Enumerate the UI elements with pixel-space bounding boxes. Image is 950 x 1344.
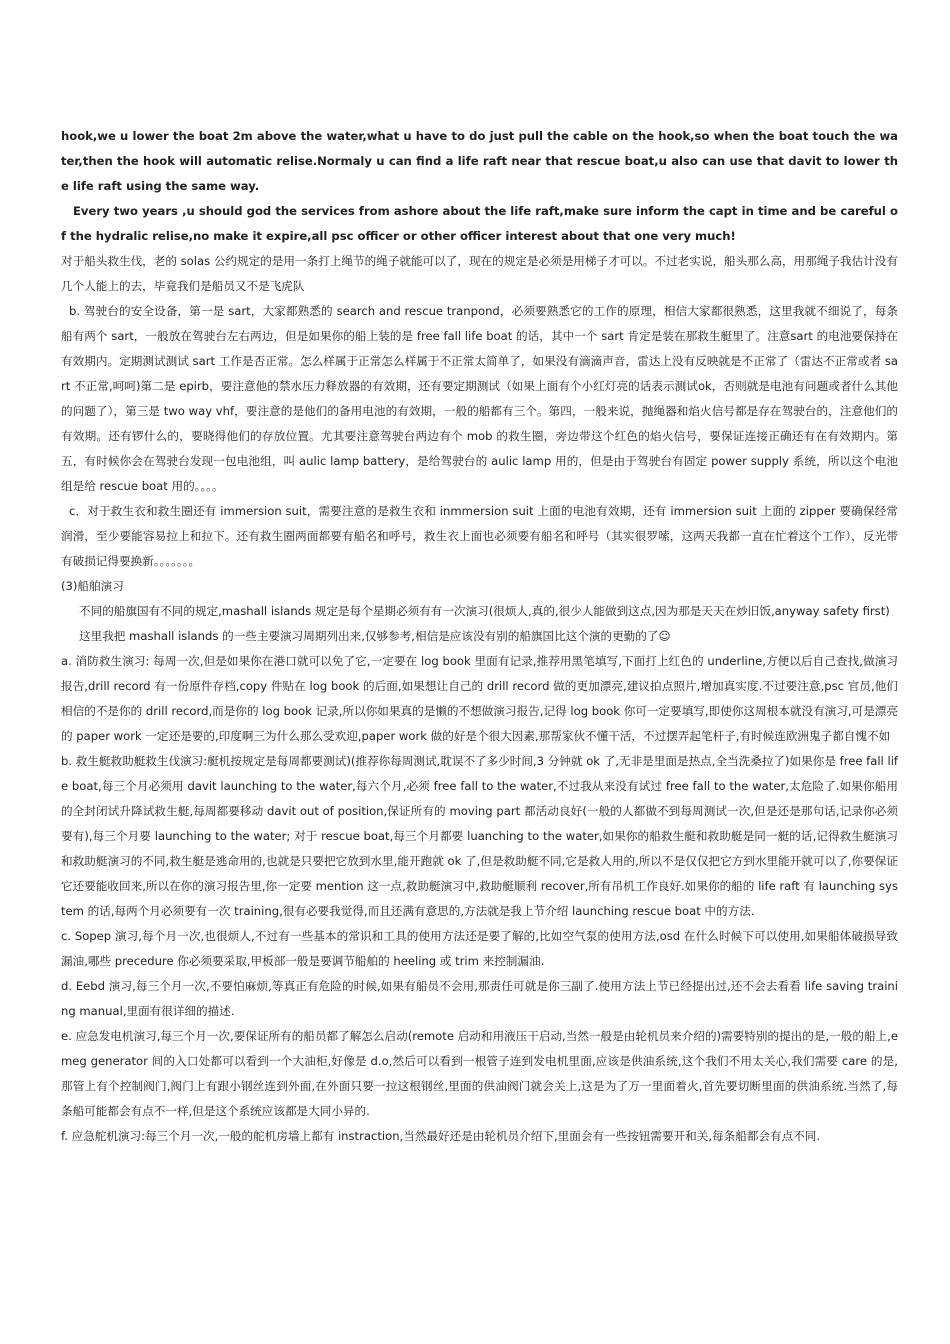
paragraph-bow-liferaft: 对于船头救生伐，老的 solas 公约规定的是用一条打上绳节的绳子就能可以了，现在的规定是必须是用梯子才可以。不过老实说，船头那么高，用那绳子我估计没有几个人能上的去，毕竟我们是船员又不是飞虎队 [61,254,898,293]
paragraph-flag-state-rules: 不同的船旗国有不同的规定,mashall islands 规定是每个星期必须有有一次演习(很烦人,真的,很少人能做到这点,因为那是天天在炒旧饭,anyway safety first) [79,604,890,618]
paragraph-lifejackets-immersion-suits: c．对于救生衣和救生圈还有 immersion suit，需要注意的是救生衣和 inmmersion suit 上面的电池有效期，还有 immersion suit 上面的 zipper 要确保经常润滑，至少要能容易拉上和拉下。还有救生圈两面都要有船名和呼号，救生衣上面也必须要有船名和呼号（其实很罗嗦，这两天我都一直在忙着这个工作），反光带有破损记得要换新。。。。。。。 [61,504,898,568]
paragraph-bridge-safety-equipment: b. 驾驶台的安全设备，第一是 sart，大家都熟悉的 search and rescue tranpond，必须要熟悉它的工作的原理，相信大家都很熟悉，这里我就不细说了，每条船有两个 sart，一般放在驾驶台左右两边，但是如果你的船上装的是 free fall life boat 的话，其中一个 sart 肯定是装在那救生艇里了。注意sart 的电池要保持在有效期内。定期测试测试 sart 工作是否正常。怎么样属于正常怎么样属于不正常太简单了，如果没有滴滴声音，雷达上没有反映就是不正常了（雷达不正常或者 sart 不正常,呵呵)第二是 epirb，要注意他的禁水压力释放器的有效期，还有要定期测试（如果上面有个小红灯亮的话表示测试ok，否则就是电池有问题或者什么其他的问题了），第三是 two way vhf，要注意的是他们的备用电池的有效期，一般的船都有三个。第四，一般来说，抛绳器和焰火信号都是存在驾驶台的，注意他们的有效期。还有锣什么的，要晓得他们的存放位置。尤其要注意驾驶台两边有个 mob 的救生圈，旁边带这个红色的焰火信号，要保证连接正确还有在有效期内。第五，有时候你会在驾驶台发现一包电池组，叫 aulic lamp battery，是给驾驶台的 aulic lamp 用的，但是由于驾驶台有固定 power supply 系统，所以这个电池组是给 rescue boat 用的。。。。 [61,304,898,493]
list-item-fire-drill: a. 消防救生演习: 每周一次,但是如果你在港口就可以免了它,一定要在 log book 里面有记录,推荐用黑笔填写,下面打上红色的 underline,方便以后自己查找,做演习报告,drill record 有一份原件存档,copy 件贴在 log book 的后面,如果想让自己的 drill record 做的更加漂亮,建议拍点照片,增加真实度.不过要注意,psc 官员,他们相信的不是你的 drill record,而是你的 log book 记录,所以你如果真的是懒的不想做演习报告,记得 log book 你可一定要填写,即使你这周根本就没有演习,可是漂亮的 paper work 一定还是要的,印度啊三为什么那么受欢迎,paper work 做的好是个很大因素,那帮家伙不懂干活，不过摆弄起笔杆子,有时候连欧洲鬼子都自愧不如 [61,654,898,743]
list-item-sopep-drill: c. Sopep 演习,每个月一次,也很烦人,不过有一些基本的常识和工具的使用方法还是要了解的,比如空气泵的使用方法,osd 在什么时候下可以使用,如果船体破损导致漏油,哪些 precedure 你必须要采取,甲板部一般是要调节船舶的 heeling 或 trim 来控制漏油. [61,929,898,968]
section-heading-drills: (3)船舶演习 [61,579,124,593]
paragraph-lifeboat-hook: hook,we u lower the boat 2m above the water,what u have to do just pull the cable on the hook,so when the boat touch the water,then the hook will automatic relise.Normaly u can find a life raft near that rescue boat,u also can use that davit to lower the life raft using the same way. [61,129,898,193]
list-item-lifeboat-drill: b. 救生艇救助艇救生伐演习:艇机按规定是每周都要测试)(推荐你每周测试,耽误不了多少时间,3 分钟就 ok 了,无非是里面是热点,全当洗桑拉了)如果你是 free fall life boat,每三个月必须用 davit launching to the water,每六个月,必须 free fall to the water,不过我从来没有试过 free fall to the water,太危险了.如果你船用的全封闭试升降试救生艇,每周都要移动 davit out of position,保证所有的 moving part 都活动良好(一般的人都做不到每周测试一次,但是还是那句话,记录你必须要有),每三个月要 launching to the water; 对于 rescue boat,每三个月都要 luanching to the water,如果你的船救生艇和救助艇是同一艇的话,记得救生艇演习和救助艇演习的不同,救生艇是逃命用的,也就是只要把它放到水里,能开跑就 ok 了,但是救助艇不同,它是救人用的,所以不是仅仅把它方到水里能开就可以了,你要保证它还要能收回来,所以在你的演习报告里,你一定要 mention 这一点,救助艇演习中,救助艇顺利 recover,所有吊机工作良好.如果你的船的 life raft 有 launching system 的话,每两个月必须要有一次 training,很有必要我觉得,而且还满有意思的,方法就是我上节介绍 launching rescue boat 中的方法. [61,754,898,918]
paragraph-liferaft-service: Every two years ,u should god the services from ashore about the life raft,make sure inform the capt in time and be careful of the hydralic relise,no make it expire,all psc officer or other officer interest about that one very much! [61,204,898,243]
paragraph-drill-schedule-intro: 这里我把 mashall islands 的一些主要演习周期列出来,仅够参考,相信是应该没有别的船旗国比这个演的更勤的了☺ [79,629,671,643]
list-item-emergency-steering-drill: f. 应急舵机演习:每三个月一次,一般的舵机房墙上都有 instraction,当然最好还是由轮机员介绍下,里面会有一些按钮需要开和关,每条船都会有点不同. [61,1129,821,1143]
list-item-eebd-drill: d. Eebd 演习,每三个月一次,不要怕麻烦,等真正有危险的时候,如果有船员不会用,那责任可就是你三副了.使用方法上节已经提出过,还不会去看看 life saving training manual,里面有很详细的描述. [61,979,898,1018]
list-item-emergency-generator-drill: e. 应急发电机演习,每三个月一次,要保证所有的船员都了解怎么启动(remote 启动和用液压干启动,当然一般是由轮机员来介绍的)需要特别的提出的是,一般的船上,emeg generator 间的入口处都可以看到一个大油柜,好像是 d.o,然后可以看到一根管子连到发电机里面,应该是供油系统,这个我们不用太关心,我们需要 care 的是,那管上有个控制阀门,阀门上有跟小钢丝连到外面,在外面只要一拉这根钢丝,里面的供油阀门就会关上,这是为了万一里面着火,首先要切断里面的供油系统.当然了,每条船可能都会有点不一样,但是这个系统应该都是大同小异的. [61,1029,898,1118]
